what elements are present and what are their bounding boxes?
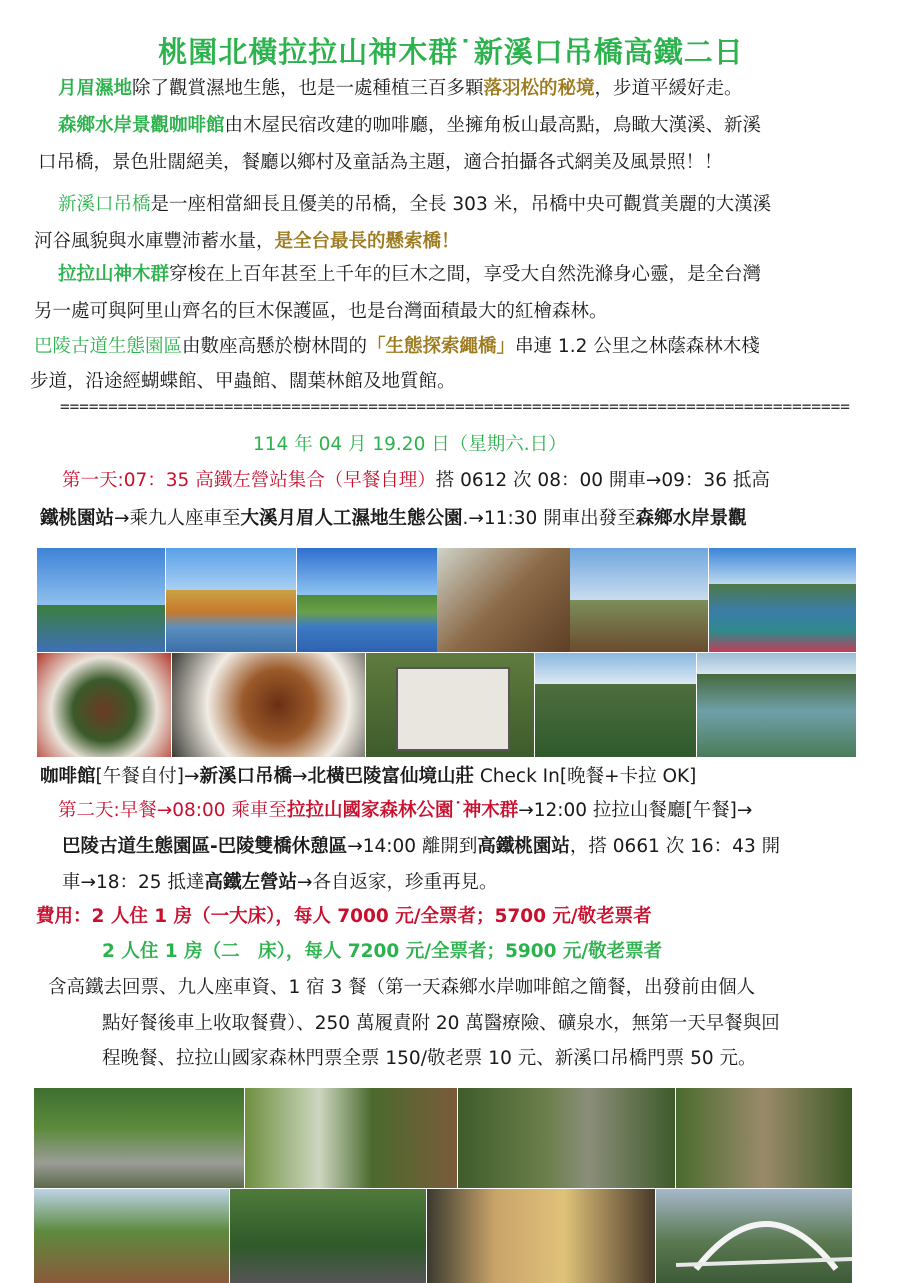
intro-paragraph-3-cont [34,223,460,260]
museum-interior-photo [427,1189,655,1283]
intro-text: 口吊橋，景色壯闊絕美，餐廳以鄉村及童話為主題，適合拍攝各式網美及風景照！！ [38,152,723,173]
fee-line-1: 費用：2 人住 1 房（一大床），每人 7000 元/全票者；5700 元/敬老票者 [36,906,652,927]
place-name: 咖啡館 [40,766,96,787]
intro-paragraph-2 [58,107,761,144]
info-board-photo [366,653,534,757]
intro-text: 另一處可與阿里山齊名的巨木保護區，也是台灣面積最大的紅檜森林。 [34,301,608,322]
inclusions-line-1: 含高鐵去回票、九人座車資、1 宿 3 餐（第一天森鄉水岸咖啡館之簡餐，出發前由個人 [48,977,756,998]
day2-label: 第二天:早餐→08:00 乘車至 [58,800,287,821]
intro-text: 穿梭在上百年甚至上千年的巨木之間，享受大自然洗滌身心靈，是全台灣 [169,264,762,285]
river-view-photo [709,548,856,652]
day1-line-2 [40,500,747,537]
place-name: 高鐵左營站 [204,872,297,893]
place-name: 新溪口吊橋 [58,194,151,215]
day2-text: →12:00 拉拉山餐廳[午餐]→ [518,800,753,821]
place-name: 大溪月眉人工濕地生態公園 [240,508,463,529]
intro-text: ，步道平緩好走。 [594,78,743,99]
intro-paragraph-1 [58,70,743,107]
intro-text: 步道，沿途經蝴蝶館、甲蟲館、闊葉林館及地質館。 [30,371,456,392]
intro-paragraph-4 [58,256,761,293]
day1-text: Check In[晚餐+卡拉 OK] [474,766,697,787]
place-name: 拉拉山國家森林公園˙神木群 [286,800,519,821]
pork-dish-photo [172,653,365,757]
intro-text: 由木屋民宿改建的咖啡廳，坐擁角板山最高點，鳥瞰大漢溪、新溪 [224,115,762,136]
intro-text: 由數座高懸於樹林間的 [182,336,368,357]
place-name: 拉拉山神木群 [58,264,170,285]
intro-text: 除了觀賞濕地生態，也是一處種植三百多顆 [132,78,484,99]
page-title: 桃園北橫拉拉山神木群˙新溪口吊橋高鐵二日 [158,35,744,69]
intro-paragraph-2-cont [38,144,723,181]
day2-line-1 [58,792,752,829]
day1-text: 搭 0612 次 08：00 開車→09：36 抵高 [435,470,770,491]
place-name: 森鄉水岸景觀 [635,508,747,529]
trip-date: 114 年 04 月 19.20 日（星期六.日） [253,434,567,455]
separator-line: ================================================================================== [60,397,850,416]
intro-paragraph-5 [34,328,760,365]
hikers-photo [676,1088,852,1188]
intro-text: 串連 1.2 公里之林蔭森林木棧 [515,336,760,357]
intro-text: 是一座相當細長且優美的吊橋，全長 303 米，吊橋中央可觀賞美麗的大漢溪 [150,194,772,215]
day1-text: → [291,766,308,787]
day1-line-1 [62,462,770,499]
wetland-photo [37,548,165,652]
boardwalk-photo [230,1189,426,1283]
lake-reflection-photo [297,548,437,652]
forest-walkway-photo [245,1088,457,1188]
day2-text: →各自返家，珍重再見。 [296,872,498,893]
intro-paragraph-4-cont [34,293,608,330]
day1-text: [午餐自付]→ [95,766,200,787]
bridge-over-river-photo [697,653,856,757]
bald-cypress-photo [166,548,296,652]
fee-line-2: 2 人住 1 房（二 床），每人 7200 元/全票者；5900 元/敬老票者 [102,941,663,962]
cafe-interior-photo [437,548,570,652]
place-name: 高鐵桃園站 [477,836,570,857]
day2-text: 車→18：25 抵達 [62,872,205,893]
place-name: 巴陵古道生態園區-巴陵雙橋休憩區 [62,836,348,857]
giant-tree-trail-photo [458,1088,675,1188]
highlight-text: 落羽松的秘境 [483,78,595,99]
day2-line-3 [62,864,498,901]
intro-text: 河谷風貌與水庫豐沛蓄水量， [34,231,275,252]
crowd-forest-photo [34,1088,244,1188]
highlight-text: 是全台最長的懸索橋！ [274,231,460,252]
inclusions-line-3: 程晚餐、拉拉山國家森林門票全票 150/敬老票 10 元、新溪口吊橋門票 50 元。 [102,1048,757,1069]
suspension-bridge-photo [535,653,696,757]
place-name: 鐵桃園站 [40,508,115,529]
place-name: 月眉濕地 [58,78,133,99]
ecological-park-gate-photo [34,1189,229,1283]
day1-label: 第一天:07：35 高鐵左營站集合（早餐自理） [62,470,436,491]
place-name: 新溪口吊橋 [199,766,292,787]
intro-paragraph-5-cont [30,363,456,400]
day2-text: →14:00 離開到 [347,836,478,857]
highlight-text: 「生態探索繩橋」 [367,336,516,357]
day2-text: ，搭 0661 次 16：43 開 [569,836,781,857]
place-name: 森鄉水岸景觀咖啡館 [58,115,225,136]
day1-text: .→11:30 開車出發至 [462,508,636,529]
cafe-terrace-photo [570,548,708,652]
place-name: 巴陵古道生態園區 [34,336,183,357]
place-name: 北橫巴陵富仙境山莊 [307,766,474,787]
inclusions-line-2: 點好餐後車上收取餐費）、250 萬履責附 20 萬醫療險、礦泉水，無第一天早餐與回 [102,1013,780,1034]
arch-icon [656,1189,852,1283]
pasta-dish-photo [37,653,171,757]
arch-bridge-photo [656,1189,852,1283]
day1-text: →乘九人座車至 [114,508,241,529]
day1-line-3 [40,758,696,795]
intro-paragraph-3 [58,186,771,223]
day2-line-2 [62,828,780,865]
